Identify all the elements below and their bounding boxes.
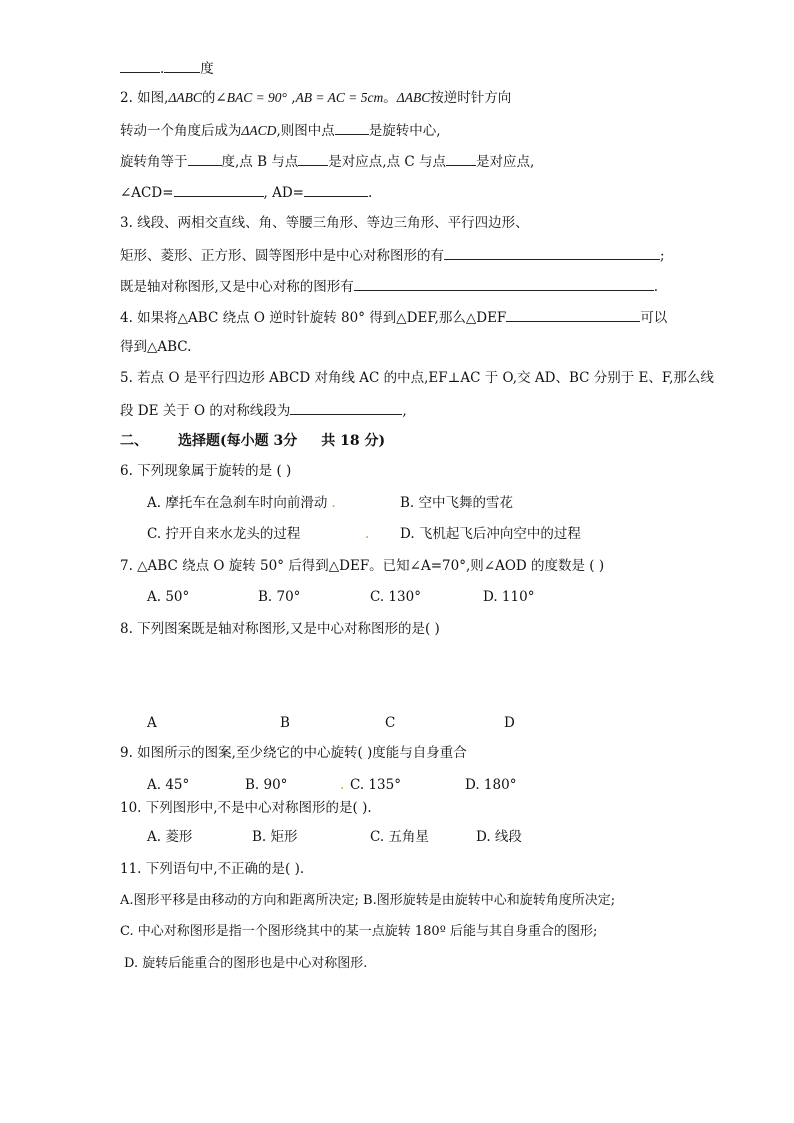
q10-option-a[interactable]: A. 菱形 bbox=[147, 829, 193, 845]
blank-q4[interactable] bbox=[506, 307, 640, 322]
q8-option-d[interactable]: D bbox=[504, 715, 515, 731]
q10-option-c[interactable]: C. 五角星 bbox=[370, 829, 429, 845]
blank-point-c[interactable] bbox=[446, 151, 476, 166]
q6-stem: 6. 下列现象属于旋转的是 ( ) bbox=[120, 463, 292, 479]
q3-line1: 3. 线段、两相交直线、角、等腰三角形、等边三角形、平行四边形、 bbox=[120, 215, 529, 231]
q7-option-d[interactable]: D. 110° bbox=[483, 589, 535, 605]
q6-option-d[interactable]: D. 飞机起飞后冲向空中的过程 bbox=[400, 526, 581, 542]
section-2-heading: 二、 选择题(每小题 3分 共 18 分) bbox=[120, 433, 386, 449]
blank-both-symmetric[interactable] bbox=[354, 276, 654, 291]
blank-central-symmetric[interactable] bbox=[444, 245, 660, 260]
q5-line2: 段 DE 关于 O 的对称线段为 , bbox=[120, 400, 407, 420]
q4-line1: 4. 如果将△ABC 绕点 O 逆时针旋转 80° 得到△DEF,那么△DEF 可以 bbox=[120, 307, 667, 327]
q11-option-d[interactable]: D. 旋转后能重合的图形也是中心对称图形. bbox=[124, 956, 368, 971]
q9-option-a[interactable]: A. 45° bbox=[147, 777, 190, 793]
q7-stem: 7. △ABC 绕点 O 旋转 50° 后得到△DEF。已知∠A=70°,则∠AOD 的度数是 ( ) bbox=[120, 558, 605, 574]
q2-line4: ∠ACD= , AD= . bbox=[120, 182, 372, 202]
q9-option-c[interactable]: C. 135° bbox=[350, 777, 401, 793]
q3-line2: 矩形、菱形、正方形、圆等图形中是中心对称图形的有 ; bbox=[120, 245, 665, 265]
q7-option-b[interactable]: B. 70° bbox=[258, 589, 301, 605]
blank-acd[interactable] bbox=[174, 182, 264, 197]
q7-option-c[interactable]: C. 130° bbox=[370, 589, 421, 605]
blank-point-b[interactable] bbox=[298, 151, 328, 166]
q9-option-b[interactable]: B. 90° bbox=[245, 777, 288, 793]
q4-line2: 得到△ABC. bbox=[120, 339, 192, 355]
q10-option-d[interactable]: D. 线段 bbox=[476, 829, 522, 845]
q2-line2: 转动一个角度后成为ΔACD,则图中点 是旋转中心, bbox=[120, 120, 441, 140]
q7-option-a[interactable]: A. 50° bbox=[147, 589, 190, 605]
q10-stem: 10. 下列图形中,不是中心对称图形的是( ). bbox=[120, 800, 372, 816]
stray-dot: . bbox=[340, 777, 345, 793]
q9-option-d[interactable]: D. 180° bbox=[465, 777, 517, 793]
blank-rotation-angle[interactable] bbox=[188, 151, 222, 166]
q3-line3: 既是轴对称图形,又是中心对称的图形有 . bbox=[120, 276, 658, 296]
q11-options-ab[interactable]: A.图形平移是由移动的方向和距离所决定; B.图形旋转是由旋转中心和旋转角度所决定; bbox=[120, 893, 616, 908]
q8-option-a[interactable]: A bbox=[147, 715, 157, 731]
q11-stem: 11. 下列语句中,不正确的是( ). bbox=[120, 861, 305, 877]
q8-stem: 8. 下列图案既是轴对称图形,又是中心对称图形的是( ) bbox=[120, 621, 440, 637]
blank bbox=[120, 58, 160, 73]
q1-tail: . 度 bbox=[120, 58, 214, 78]
q10-option-b[interactable]: B. 矩形 bbox=[252, 829, 298, 845]
stray-dot: . bbox=[331, 495, 336, 511]
q5-line1: 5. 若点 O 是平行四边形 ABCD 对角线 AC 的中点,EF⊥AC 于 O,交 AD、BC 分别于 E、F,那么线 bbox=[120, 370, 714, 386]
q6-option-c[interactable]: C. 拧开自来水龙头的过程 bbox=[147, 526, 301, 542]
blank-ad[interactable] bbox=[304, 182, 368, 197]
q9-stem: 9. 如图所示的图案,至少绕它的中心旋转( )度能与自身重合 bbox=[120, 745, 467, 761]
q6-option-b[interactable]: B. 空中飞舞的雪花 bbox=[400, 495, 514, 511]
q6-option-a[interactable]: A. 摩托车在急刹车时向前滑动 . bbox=[147, 495, 336, 511]
blank-rotation-center[interactable] bbox=[335, 120, 369, 135]
q8-option-b[interactable]: B bbox=[280, 715, 290, 731]
q11-option-c[interactable]: C. 中心对称图形是指一个图形绕其中的某一点旋转 180º 后能与其自身重合的图形; bbox=[120, 924, 598, 939]
q8-option-c[interactable]: C bbox=[385, 715, 396, 731]
stray-dot: . bbox=[365, 526, 370, 542]
blank-q5[interactable] bbox=[290, 400, 402, 415]
q2-line1: 2. 如图,ΔABC的∠BAC = 90° ,AB = AC = 5cm。ΔABC按逆时针方向 bbox=[120, 90, 512, 106]
q2-line3: 旋转角等于 度,点 B 与点 是对应点,点 C 与点 是对应点, bbox=[120, 151, 534, 171]
blank bbox=[164, 58, 200, 73]
